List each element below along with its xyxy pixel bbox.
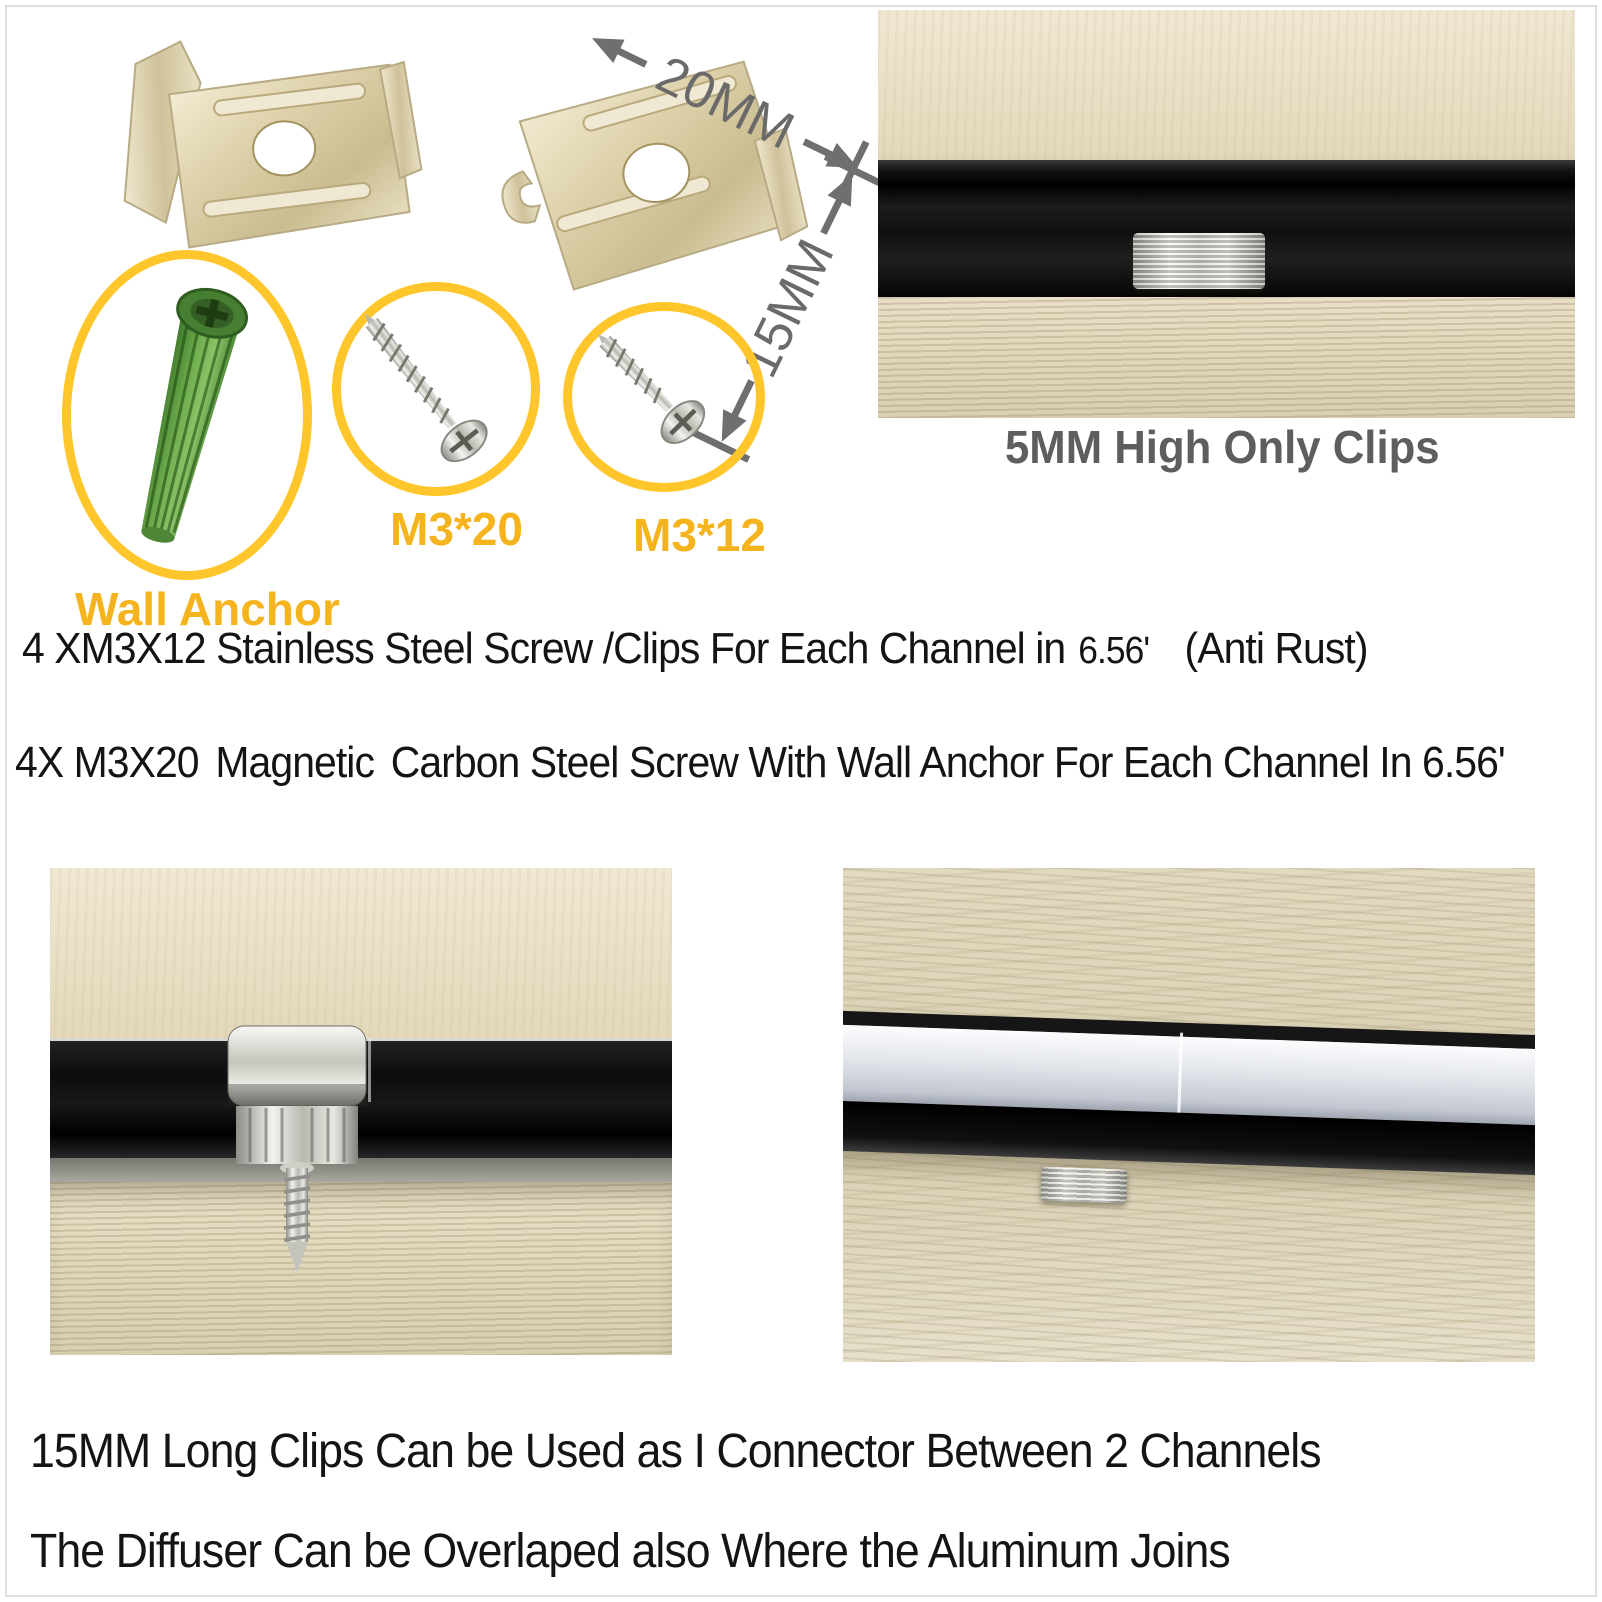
clip-shadow xyxy=(228,1084,366,1106)
led-channel-diffused xyxy=(843,1010,1535,1176)
screw-tip xyxy=(286,1242,308,1272)
photo-diffuser-joint xyxy=(843,868,1535,1362)
photo-caption: 5MM High Only Clips xyxy=(1005,421,1440,473)
connector-clip-with-screw xyxy=(222,1020,372,1278)
wall-anchor-label: Wall Anchor xyxy=(75,583,340,635)
wood-plank-top xyxy=(50,868,672,1038)
wood-plank-top xyxy=(878,10,1575,160)
spec-line-2 xyxy=(15,738,1505,788)
dim-15mm-label: 15MM xyxy=(730,230,846,387)
spec-line-1-length: 6.56' xyxy=(1078,630,1150,672)
spec-line-2-magnetic: Magnetic xyxy=(215,738,374,787)
photo-clip-connector xyxy=(50,868,672,1355)
screw-m3-12-label: M3*12 xyxy=(633,509,766,561)
arrow-left-icon xyxy=(586,26,624,63)
screw-m3-20-label: M3*20 xyxy=(390,503,523,555)
note-line-diffuser: The Diffuser Can be Overlaped also Where the Aluminum Joins xyxy=(30,1525,1230,1578)
mounting-clip-left-photo xyxy=(88,28,418,266)
spec-line-1 xyxy=(22,624,1368,674)
channel-clip xyxy=(1040,1167,1127,1204)
spec-line-1-main: 4 XM3X12 Stainless Steel Screw /Clips For Each Channel in xyxy=(22,624,1066,673)
channel-clip xyxy=(1133,233,1265,289)
wood-textured-bottom xyxy=(878,297,1575,418)
spec-line-2-main: Carbon Steel Screw With Wall Anchor For Each Channel In 6.56' xyxy=(390,738,1505,787)
clip-hook xyxy=(499,170,542,226)
note-line-connector: 15MM Long Clips Can be Used as I Connector Between 2 Channels xyxy=(30,1425,1321,1478)
dim-20mm-label: 20MM xyxy=(647,45,803,161)
clip-flange xyxy=(236,1106,358,1164)
spec-line-2-qty: 4X M3X20 xyxy=(15,738,199,787)
spec-line-1-note: (Anti Rust) xyxy=(1184,624,1368,673)
photo-clip-on-channel xyxy=(878,10,1575,418)
